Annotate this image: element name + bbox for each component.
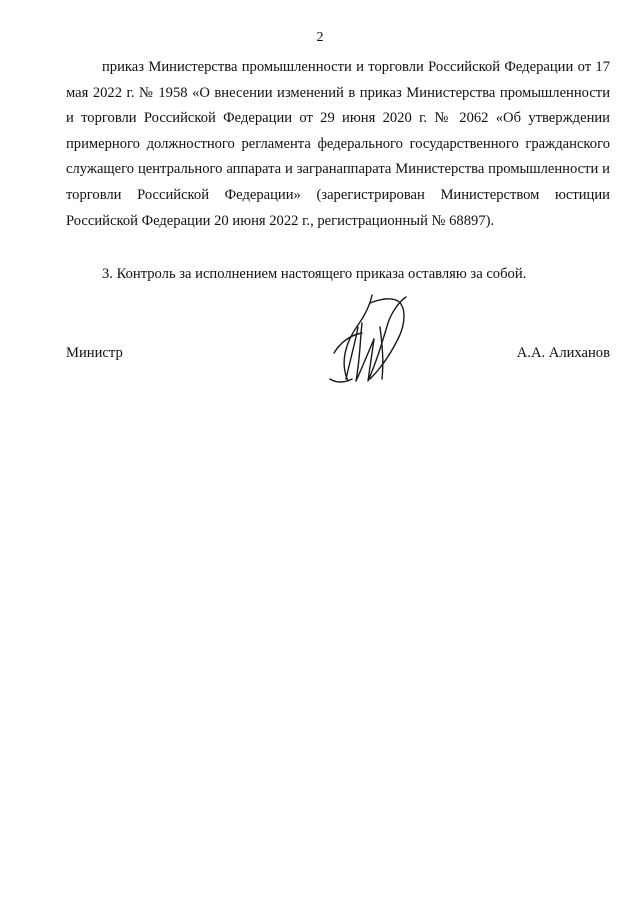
body-paragraph-continued-list-item: приказ Министерства промышленности и торговли Российской Федерации от 17 мая 2022 г. № 1958 «О внесении изменений в приказ Министерства промышленности и торговли Российской Федерации от 29 июня 2020 г. № 2062 «Об утверждении примерного должностного регламента федерального государственного гражданского служащего центрального аппарата и загранаппарата Министерства промышленности и торговли Российской Федерации» (зарегистрирован Министерством юстиции Российской Федерации 20 июня 2022 г., регистрационный № 68897). <box>66 59 610 229</box>
page-number: 2 <box>316 30 324 45</box>
signatory-title: Министр <box>66 345 123 361</box>
body-paragraph-item-3: 3. Контроль за исполнением настоящего приказа оставляю за собой. <box>102 266 527 282</box>
signature-block <box>66 338 610 368</box>
signatory-name: А.А. Алиханов <box>516 345 610 361</box>
